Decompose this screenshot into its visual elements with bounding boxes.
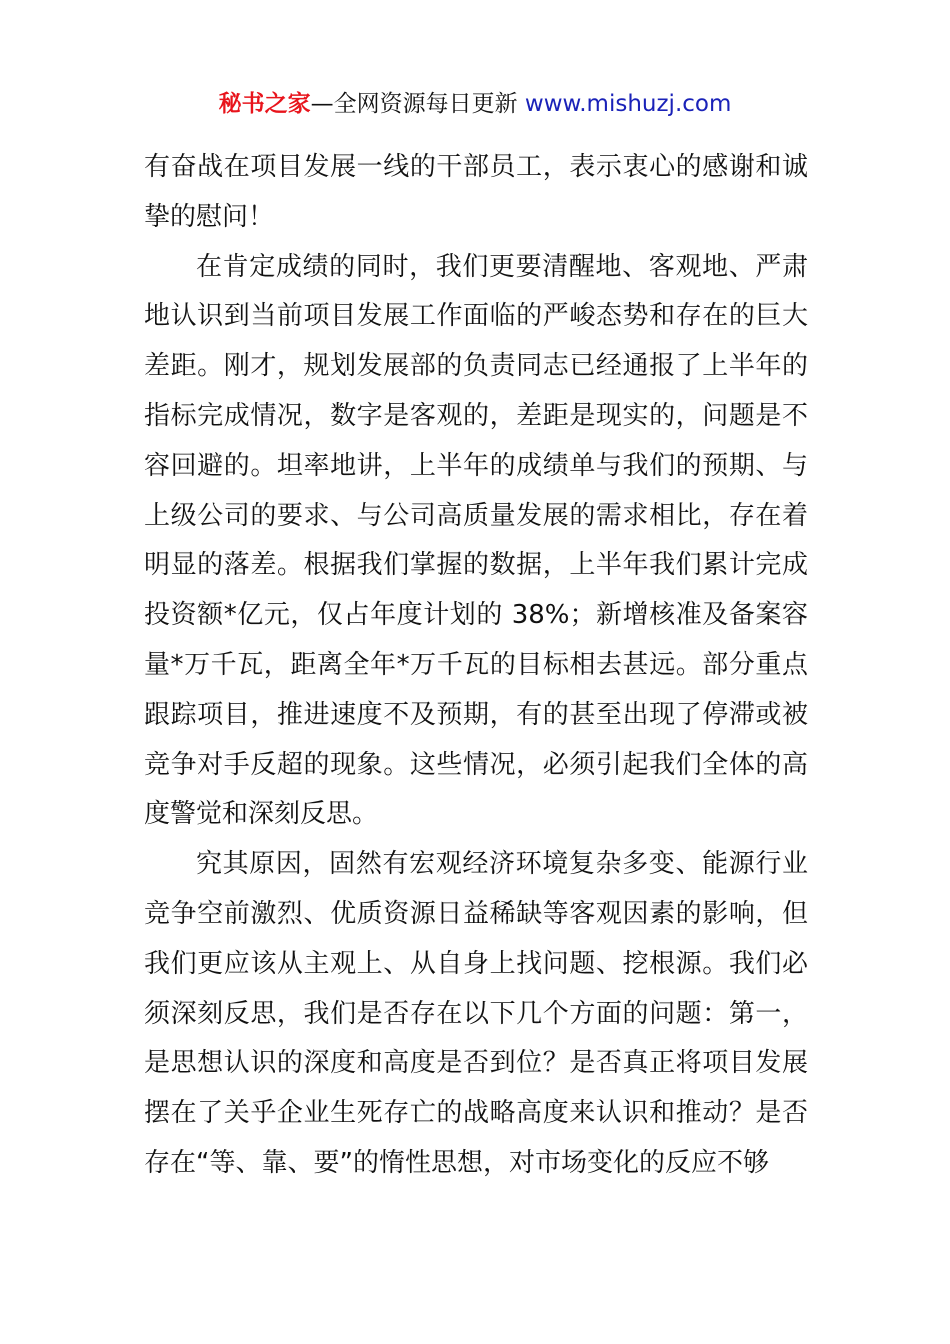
document-body xyxy=(144,143,808,1189)
site-tagline: —全网资源每日更新 xyxy=(310,91,525,117)
site-header xyxy=(0,86,950,122)
paragraph-gap-assessment: 在肯定成绩的同时，我们更要清醒地、客观地、严肃地认识到当前项目发展工作面临的严峻态势和存在的巨大差距。刚才，规划发展部的负责同志已经通报了上半年的指标完成情况，数字是客观的，差距是现实的，问题是不容回避的。坦率地讲，上半年的成绩单与我们的预期、与上级公司的要求、与公司高质量发展的需求相比，存在着明显的落差。根据我们掌握的数据，上半年我们累计完成投资额*亿元，仅占年度计划的 38%；新增核准及备案容量*万千瓦，距离全年*万千瓦的目标相去甚远。部分重点跟踪项目，推进速度不及预期，有的甚至出现了停滞或被竞争对手反超的现象。这些情况，必须引起我们全体的高度警觉和深刻反思。 xyxy=(144,251,808,830)
site-url[interactable]: www.mishuzj.com xyxy=(524,91,732,117)
paragraph-continuation: 有奋战在项目发展一线的干部员工，表示衷心的感谢和诚挚的慰问！ xyxy=(144,152,808,232)
site-brand: 秘书之家 xyxy=(218,91,311,117)
paragraph-root-causes: 究其原因，固然有宏观经济环境复杂多变、能源行业竞争空前激烈、优质资源日益稀缺等客观因素的影响，但我们更应该从主观上、从自身上找问题、挖根源。我们必须深刻反思，我们是否存在以下几个方面的问题：第一，是思想认识的深度和高度是否到位？是否真正将项目发展摆在了关乎企业生死存亡的战略高度来认识和推动？是否存在“等、靠、要”的惰性思想，对市场变化的反应不够 xyxy=(144,849,808,1178)
